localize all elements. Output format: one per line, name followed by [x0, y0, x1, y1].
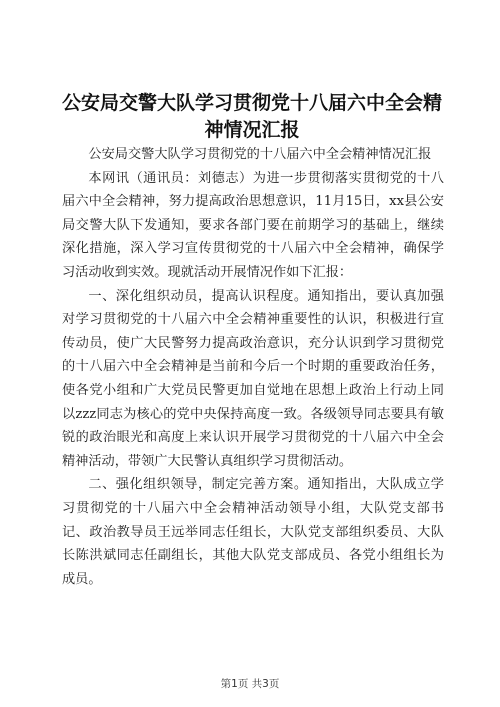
page-footer: 第1页 共3页 [220, 678, 280, 690]
paragraph-section-one: 一、深化组织动员，提高认识程度。通知指出，要认真加强对学习贯彻党的十八届六中全会精神重要性的认识，积极进行宣传动员，使广大民警努力提高政治意识，充分认识到学习贯彻党的十八届六中全会精神是当前和今后一个时期的重要政治任务，使各党小组和广大党员民警更加自觉地在思想上政治上行动上同以zzz同志为核心的党中央保持高度一致。各级领导同志要具有敏锐的政治眼光和高度上来认识开展学习贯彻党的十八届六中全会精神活动，带领广大民警认真组织学习贯彻活动。 [62, 288, 444, 469]
paragraph-intro: 本网讯（通讯员：刘德志）为进一步贯彻落实贯彻党的十八届六中全会精神，努力提高政治思想意识，11月15日，xx县公安局交警大队下发通知，要求各部门要在前期学习的基础上，继续深化措施，深入学习宣传贯彻党的十八届六中全会精神，确保学习活动收到实效。现就活动开展情况作如下汇报： [62, 170, 444, 280]
paragraph-section-two: 二、强化组织领导，制定完善方案。通知指出，大队成立学习贯彻党的十八届六中全会精神活动领导小组，大队党支部书记、政治教导员王远举同志任组长，大队党支部组织委员、大队长陈洪斌同志任副组长，其他大队党支部成员、各党小组组长为成员。 [62, 477, 444, 587]
document-body [62, 143, 444, 591]
document-title: 公安局交警大队学习贯彻党十八届六中全会精神情况汇报 [61, 92, 442, 141]
paragraph-subtitle: 公安局交警大队学习贯彻党的十八届六中全会精神情况汇报 [88, 147, 432, 162]
